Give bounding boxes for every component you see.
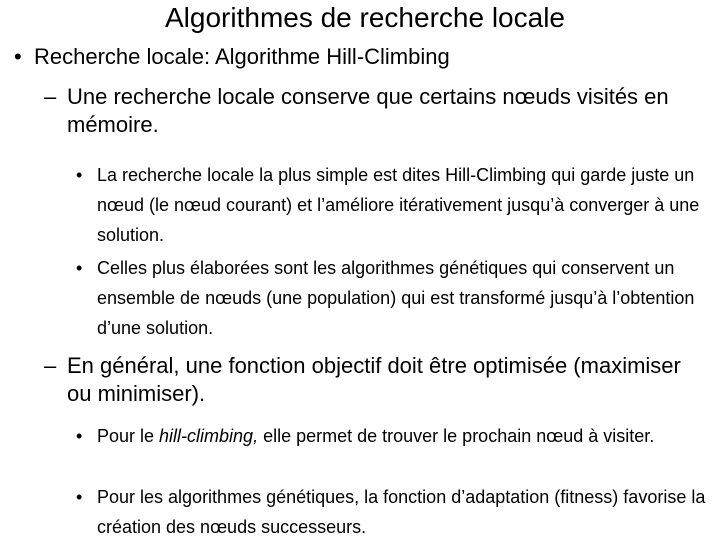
list-item-text: Celles plus élaborées sont les algorithmes génétiques qui conservent un ensemble de nœuds (une population) qui est transformé jusqu’à l’obtention d’une solution. (97, 258, 695, 338)
bullet-icon: • (76, 165, 83, 185)
main-bullet-text: Recherche locale: Algorithme Hill-Climbing (34, 44, 450, 69)
sub-point-text: En général, une fonction objectif doit être optimisée (maximiser ou minimiser). (67, 353, 681, 406)
list-item (76, 482, 716, 542)
list-item (76, 253, 716, 343)
list-item-text (76, 421, 716, 451)
dash-icon: – (44, 84, 57, 109)
bullet-icon: • (76, 258, 83, 278)
hill-climbing-term: hill-climbing, (159, 426, 259, 446)
list-item (76, 160, 716, 250)
bullet-icon: • (76, 487, 83, 507)
list-item-suffix: elle permet de trouver le prochain nœud à visiter. (258, 426, 655, 446)
sub-point-memory (44, 83, 704, 139)
list-item (76, 421, 716, 451)
list-item-text: Pour les algorithmes génétiques, la fonction d’adaptation (fitness) favorise la création des nœuds successeurs. (97, 487, 706, 537)
main-bullet (14, 44, 450, 70)
slide-title: Algorithmes de recherche locale (165, 2, 565, 33)
sub-point-text: Une recherche locale conserve que certains nœuds visités en mémoire. (67, 84, 669, 137)
bullet-icon: • (76, 426, 83, 446)
sub-point-objective (44, 352, 704, 408)
bullet-icon: • (14, 44, 22, 69)
list-item-prefix: Pour le (97, 426, 160, 446)
dash-icon: – (44, 353, 57, 378)
list-item-text: La recherche locale la plus simple est dites Hill-Climbing qui garde juste un nœud (le nœud courant) et l’améliore itérativement jusqu’à converger à une solution. (97, 165, 700, 245)
